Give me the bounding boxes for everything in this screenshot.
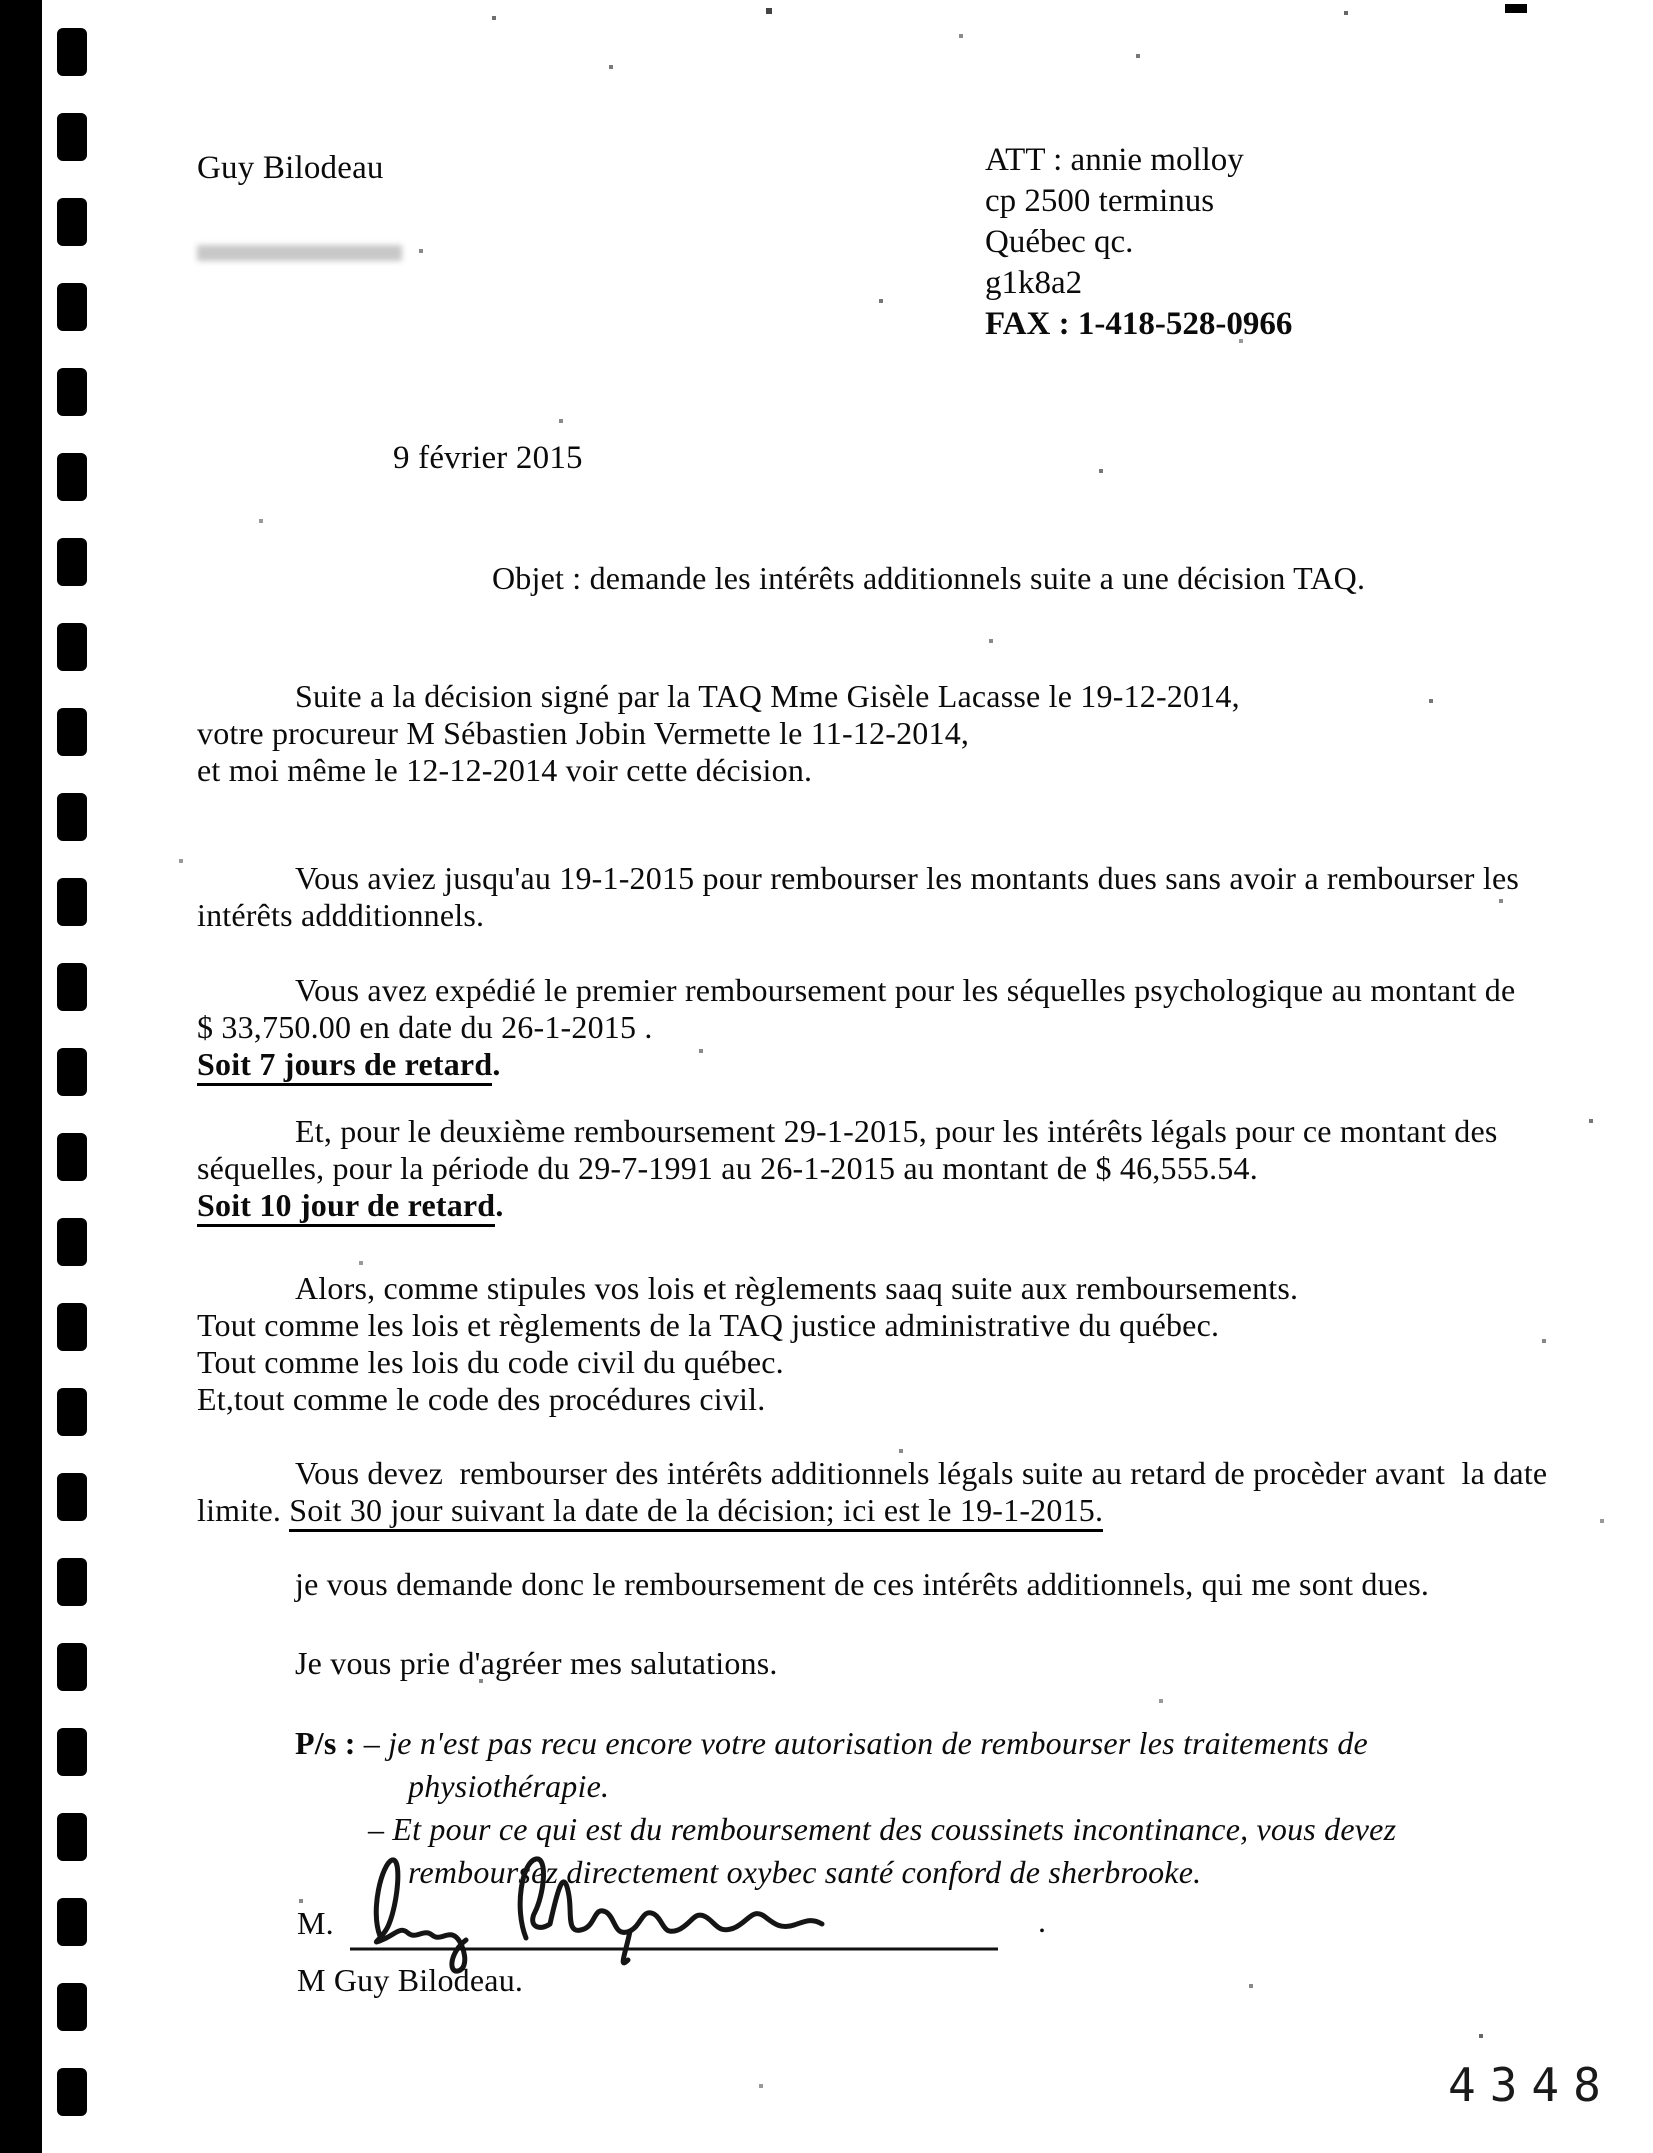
- postscript-line4: remboursez directement oxybec santé conford de sherbrooke.: [408, 1854, 1202, 1890]
- para6-line1: Vous devez rembourser des intérêts additionnels légals suite au retard de procèder avant la date: [295, 1455, 1548, 1491]
- postscript-line1-text: – je n'est pas recu encore votre autorisation de rembourser les traitements de: [363, 1725, 1368, 1761]
- delay-7-days-period: .: [492, 1046, 501, 1082]
- postscript-line2: physiothérapie.: [408, 1768, 610, 1804]
- scan-artifact-tick: [1505, 4, 1527, 13]
- binding-hole: [57, 283, 87, 331]
- recipient-att-line: ATT : annie molloy: [985, 142, 1244, 178]
- binding-hole: [57, 1388, 87, 1436]
- delay-10-days-period: .: [495, 1187, 504, 1223]
- recipient-address1: cp 2500 terminus: [985, 183, 1215, 219]
- double-print-smudge: [197, 245, 402, 261]
- postscript-label: P/s :: [295, 1725, 364, 1761]
- delay-7-days-underlined: Soit 7 jours de retard: [197, 1046, 492, 1086]
- para1-line3: et moi même le 12-12-2014 voir cette décision.: [197, 752, 813, 788]
- letter-date: 9 février 2015: [393, 440, 583, 476]
- request-line: je vous demande donc le remboursement de ces intérêts additionnels, qui me sont dues.: [295, 1566, 1430, 1602]
- binding-hole: [57, 1303, 87, 1351]
- para1-line1: Suite a la décision signé par la TAQ Mme Gisèle Lacasse le 19-12-2014,: [295, 678, 1240, 714]
- postscript-line3: – Et pour ce qui est du remboursement des coussinets incontinance, vous devez: [368, 1811, 1397, 1847]
- binding-hole: [57, 623, 87, 671]
- delay-10-days-underlined: Soit 10 jour de retard: [197, 1187, 495, 1227]
- binding-hole: [57, 1048, 87, 1096]
- binding-hole: [57, 1898, 87, 1946]
- para4-line1: Et, pour le deuxième remboursement 29-1-2015, pour les intérêts légals pour ce montant des: [295, 1113, 1498, 1149]
- signature-after-mark: .: [1038, 1903, 1046, 1939]
- closing-line: Je vous prie d'agréer mes salutations.: [295, 1645, 778, 1681]
- binding-hole: [57, 368, 87, 416]
- deadline-30-days-underlined: Soit 30 jour suivant la date de la décision; ici est le 19-1-2015.: [289, 1492, 1103, 1532]
- para5-line1: Alors, comme stipules vos lois et règlements saaq suite aux remboursements.: [295, 1270, 1299, 1306]
- scan-noise-dots: [0, 0, 2, 2]
- para2-line2: intérêts addditionnels.: [197, 897, 485, 933]
- recipient-address2: Québec qc.: [985, 224, 1134, 260]
- para2-line1: Vous aviez jusqu'au 19-1-2015 pour rembourser les montants dues sans avoir a rembourser les: [295, 860, 1519, 896]
- binding-hole: [57, 1983, 87, 2031]
- para4-delay-line: [197, 1187, 504, 1224]
- para3-line1: Vous avez expédié le premier remboursement pour les séquelles psychologique au montant de: [295, 972, 1516, 1008]
- binding-hole: [57, 708, 87, 756]
- postscript-line1: [295, 1725, 1368, 1762]
- binding-hole: [57, 1218, 87, 1266]
- para3-line2: $ 33,750.00 en date du 26-1-2015 .: [197, 1009, 653, 1045]
- binding-hole: [57, 198, 87, 246]
- binding-hole: [57, 963, 87, 1011]
- para5-line2: Tout comme les lois et règlements de la TAQ justice administrative du québec.: [197, 1307, 1220, 1343]
- binding-hole: [57, 2068, 87, 2116]
- binding-hole: [57, 793, 87, 841]
- signature-scribble: [338, 1848, 1058, 1978]
- para5-line4: Et,tout comme le code des procédures civil.: [197, 1381, 766, 1417]
- subject-line: Objet : demande les intérêts additionnels suite a une décision TAQ.: [492, 560, 1366, 596]
- binding-hole: [57, 113, 87, 161]
- para6-line2: [197, 1492, 1103, 1529]
- binding-hole: [57, 1473, 87, 1521]
- signature-prefix: M.: [297, 1905, 334, 1941]
- para3-delay-line: [197, 1046, 501, 1083]
- signature-printed-name: M Guy Bilodeau.: [297, 1962, 524, 1998]
- para4-line2: séquelles, pour la période du 29-7-1991 au 26-1-2015 au montant de $ 46,555.54.: [197, 1150, 1258, 1186]
- para6-line2-prefix: limite.: [197, 1492, 290, 1528]
- page-number-stamp: 4348: [1448, 2058, 1615, 2112]
- binding-hole: [57, 878, 87, 926]
- handwritten-signature: [338, 1848, 1058, 1978]
- binding-hole: [57, 1813, 87, 1861]
- recipient-fax-number: FAX : 1-418-528-0966: [985, 306, 1293, 342]
- binding-hole: [57, 1558, 87, 1606]
- binding-hole: [57, 28, 87, 76]
- binding-hole: [57, 1643, 87, 1691]
- binding-hole: [57, 538, 87, 586]
- binding-hole: [57, 1728, 87, 1776]
- para5-line3: Tout comme les lois du code civil du québec.: [197, 1344, 784, 1380]
- para1-line2: votre procureur M Sébastien Jobin Vermette le 11-12-2014,: [197, 715, 970, 751]
- binding-hole: [57, 1133, 87, 1181]
- recipient-postal-code: g1k8a2: [985, 265, 1083, 301]
- scan-edge-bar: [0, 0, 42, 2153]
- binding-hole: [57, 453, 87, 501]
- sender-name: Guy Bilodeau: [197, 150, 384, 186]
